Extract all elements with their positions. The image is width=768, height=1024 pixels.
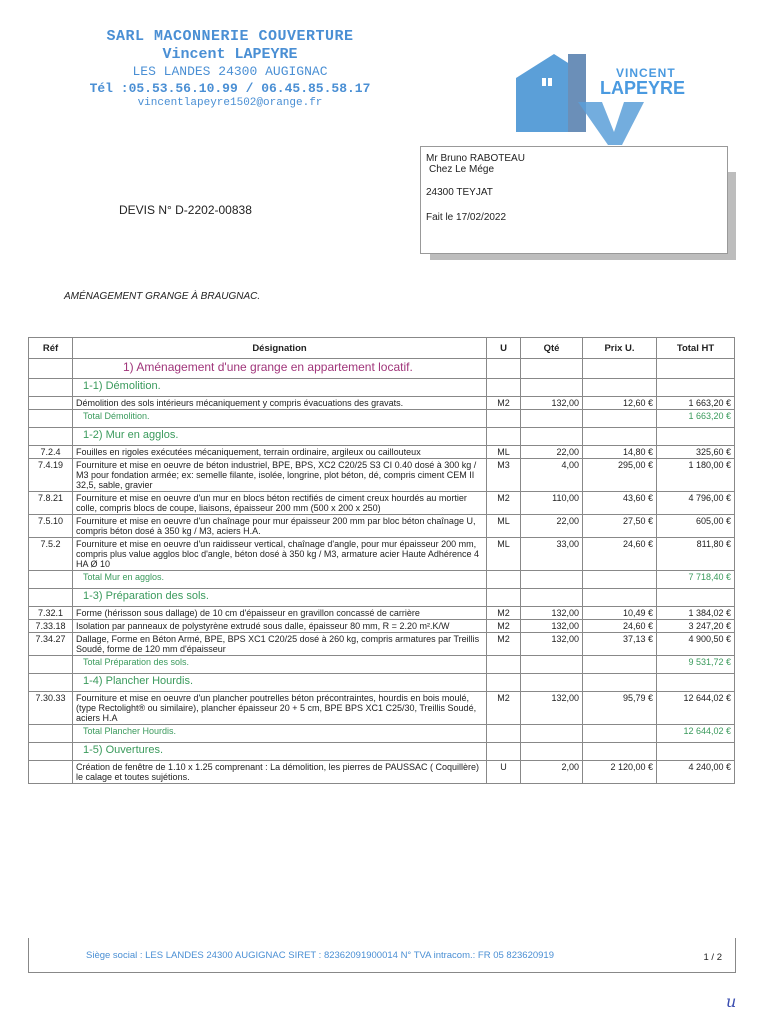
cell-ref: 7.5.10: [29, 515, 73, 538]
cell-qty: 22,00: [521, 446, 583, 459]
cell-ref: 7.4.19: [29, 459, 73, 492]
cell-qty: [521, 410, 583, 428]
cell-qty: [521, 743, 583, 761]
cell-total: 1 180,00 €: [657, 459, 735, 492]
cell-unit-price: [583, 359, 657, 379]
cell-qty: 132,00: [521, 633, 583, 656]
cell-total: 12 644,02 €: [657, 725, 735, 743]
cell-unit-price: 95,79 €: [583, 692, 657, 725]
table-row: [29, 538, 735, 571]
subtotal-label: Total Mur en agglos.: [73, 571, 487, 589]
cell-total: 605,00 €: [657, 515, 735, 538]
devis-number: DEVIS N° D-2202-00838: [119, 203, 252, 217]
cell-ref: [29, 743, 73, 761]
logo-text-vincent: VINCENT: [616, 66, 676, 80]
cell-ref: [29, 379, 73, 397]
cell-unit-price: 24,60 €: [583, 620, 657, 633]
table-row: [29, 607, 735, 620]
cell-designation: Démolition des sols intérieurs mécaniquement y compris évacuations des gravats.: [73, 397, 487, 410]
col-header-total: Total HT: [657, 338, 735, 359]
cell-unit: M2: [487, 692, 521, 725]
cell-unit: [487, 428, 521, 446]
cell-ref: [29, 359, 73, 379]
cell-unit-price: 27,50 €: [583, 515, 657, 538]
subtotal-label: Total Plancher Hourdis.: [73, 725, 487, 743]
subtotal-row: [29, 725, 735, 743]
cell-unit: M2: [487, 620, 521, 633]
cell-unit-price: [583, 674, 657, 692]
cell-unit-price: 295,00 €: [583, 459, 657, 492]
cell-unit-price: [583, 589, 657, 607]
client-name: Mr Bruno RABOTEAU: [426, 153, 525, 164]
cell-ref: 7.32.1: [29, 607, 73, 620]
cell-unit: ML: [487, 538, 521, 571]
cell-total: [657, 589, 735, 607]
cell-total: 4 900,50 €: [657, 633, 735, 656]
cell-total: 325,60 €: [657, 446, 735, 459]
cell-qty: [521, 428, 583, 446]
section-row: [29, 379, 735, 397]
cell-unit-price: [583, 379, 657, 397]
cell-unit-price: [583, 743, 657, 761]
cell-qty: [521, 359, 583, 379]
section-row: [29, 674, 735, 692]
cell-unit: [487, 589, 521, 607]
cell-designation: Fouilles en rigoles exécutées mécaniquement, terrain ordinaire, argileux ou caillouteux: [73, 446, 487, 459]
cell-qty: [521, 656, 583, 674]
col-header-ref: Réf: [29, 338, 73, 359]
company-email: vincentlapeyre1502@orange.fr: [137, 97, 323, 109]
cell-unit-price: 24,60 €: [583, 538, 657, 571]
cell-ref: [29, 410, 73, 428]
cell-qty: [521, 589, 583, 607]
cell-unit: M2: [487, 633, 521, 656]
cell-designation: Forme (hérisson sous dallage) de 10 cm d'épaisseur en gravillon concassé de carrière: [73, 607, 487, 620]
document-date: Fait le 17/02/2022: [426, 212, 507, 223]
company-address: LES LANDES 24300 AUGIGNAC: [132, 64, 328, 79]
cell-total: 4 796,00 €: [657, 492, 735, 515]
page-number: 1 / 2: [703, 952, 722, 963]
cell-total: [657, 428, 735, 446]
cell-unit: [487, 743, 521, 761]
client-address-line: Chez Le Mége: [429, 164, 495, 175]
cell-unit: U: [487, 761, 521, 784]
cell-unit: ML: [487, 515, 521, 538]
col-header-qty: Qté: [521, 338, 583, 359]
table-row: [29, 397, 735, 410]
cell-unit-price: 12,60 €: [583, 397, 657, 410]
cell-unit-price: [583, 656, 657, 674]
cell-total: [657, 379, 735, 397]
col-header-designation: Désignation: [73, 338, 487, 359]
cell-qty: [521, 571, 583, 589]
devis-table: [28, 337, 735, 784]
cell-total: 9 531,72 €: [657, 656, 735, 674]
cell-unit: [487, 410, 521, 428]
cell-ref: [29, 397, 73, 410]
cell-qty: 33,00: [521, 538, 583, 571]
col-header-unit-price: Prix U.: [583, 338, 657, 359]
cell-total: [657, 743, 735, 761]
cell-designation: Fourniture et mise en oeuvre d'un chaînage pour mur épaisseur 200 mm par bloc béton chaînage U, compris béton dosé à 350 kg / M3, aciers H.A.: [73, 515, 487, 538]
company-header: [40, 28, 420, 109]
cell-total: 3 247,20 €: [657, 620, 735, 633]
cell-ref: [29, 656, 73, 674]
cell-qty: 132,00: [521, 397, 583, 410]
subtotal-row: [29, 571, 735, 589]
cell-unit: ML: [487, 446, 521, 459]
cell-qty: 22,00: [521, 515, 583, 538]
cell-ref: [29, 571, 73, 589]
cell-unit: [487, 656, 521, 674]
cell-ref: 7.8.21: [29, 492, 73, 515]
company-phone: Tél :05.53.56.10.99 / 06.45.85.58.17: [89, 81, 371, 96]
cell-qty: 132,00: [521, 620, 583, 633]
cell-unit-price: 2 120,00 €: [583, 761, 657, 784]
cell-designation: Fourniture et mise en oeuvre d'un mur en blocs béton rectifiés de ciment creux hourdés au mortier colle, compris blocs de coupe, liaisons, épaisseur 200 mm (500 x 200 x 250): [73, 492, 487, 515]
cell-ref: 7.2.4: [29, 446, 73, 459]
cell-ref: 7.30.33: [29, 692, 73, 725]
footer-siege: Siège social : LES LANDES 24300 AUGIGNAC SIRET : 82362091900014 N° TVA intracom.: FR 05 823620919: [86, 950, 554, 961]
logo-text-lapeyre: LAPEYRE: [600, 78, 686, 98]
client-city: 24300 TEYJAT: [426, 187, 493, 198]
table-row: [29, 692, 735, 725]
table-row: [29, 446, 735, 459]
cell-ref: [29, 761, 73, 784]
cell-unit-price: [583, 571, 657, 589]
section-row: [29, 589, 735, 607]
client-box: [420, 146, 728, 254]
cell-qty: 132,00: [521, 692, 583, 725]
cell-ref: [29, 589, 73, 607]
cell-designation: Création de fenêtre de 1.10 x 1.25 comprenant : La démolition, les pierres de PAUSSAC ( Coquillère) le calage et toutes sujétions.: [73, 761, 487, 784]
cell-qty: 110,00: [521, 492, 583, 515]
table-row: [29, 633, 735, 656]
cell-designation: Fourniture et mise en oeuvre d'un raidisseur vertical, chaînage d'angle, pour mur épaisseur 200 mm, compris plus value agglos bloc d'angle, béton dosé à 350 kg / M3, armature acier Haute Adhérence 4 HA Ø 10: [73, 538, 487, 571]
cell-total: 7 718,40 €: [657, 571, 735, 589]
section-title: 1-2) Mur en agglos.: [73, 428, 487, 446]
cell-designation: Isolation par panneaux de polystyrène extrudé sous dalle, épaisseur 80 mm, R = 2.20 m².K/W: [73, 620, 487, 633]
cell-qty: [521, 674, 583, 692]
table-row: [29, 761, 735, 784]
table-header-row: [29, 338, 735, 359]
cell-designation: Fourniture et mise en oeuvre d'un plancher poutrelles béton précontraintes, hourdis en bois moulé, (type Rectolight® ou similaire), plancher épaisseur 20 + 5 cm, BPE BPS XC1 C25/30, Treillis Soudé, aciers H.A: [73, 692, 487, 725]
cell-ref: [29, 674, 73, 692]
cell-unit-price: [583, 428, 657, 446]
cell-total: [657, 359, 735, 379]
section-row: [29, 359, 735, 379]
subtotal-row: [29, 656, 735, 674]
cell-total: 811,80 €: [657, 538, 735, 571]
subtotal-label: Total Préparation des sols.: [73, 656, 487, 674]
cell-unit: [487, 725, 521, 743]
cell-qty: [521, 379, 583, 397]
cell-total: 1 663,20 €: [657, 410, 735, 428]
signature-initial: u: [726, 992, 737, 1011]
cell-qty: 2,00: [521, 761, 583, 784]
cell-qty: [521, 725, 583, 743]
cell-total: 4 240,00 €: [657, 761, 735, 784]
col-header-unit: U: [487, 338, 521, 359]
company-name: SARL MACONNERIE COUVERTURE: [106, 28, 354, 45]
cell-unit: M2: [487, 397, 521, 410]
cell-unit: [487, 359, 521, 379]
cell-unit-price: 14,80 €: [583, 446, 657, 459]
table-row: [29, 459, 735, 492]
cell-qty: 132,00: [521, 607, 583, 620]
cell-unit: M3: [487, 459, 521, 492]
table-row: [29, 515, 735, 538]
company-owner: Vincent LAPEYRE: [162, 46, 298, 63]
table-body: [29, 359, 735, 784]
cell-total: 1 384,02 €: [657, 607, 735, 620]
cell-unit: [487, 379, 521, 397]
table-row: [29, 620, 735, 633]
section-title: 1-5) Ouvertures.: [73, 743, 487, 761]
subtotal-row: [29, 410, 735, 428]
cell-ref: 7.5.2: [29, 538, 73, 571]
table-row: [29, 492, 735, 515]
subtotal-label: Total Démolition.: [73, 410, 487, 428]
cell-unit-price: 43,60 €: [583, 492, 657, 515]
cell-ref: 7.34.27: [29, 633, 73, 656]
section-title: 1-3) Préparation des sols.: [73, 589, 487, 607]
cell-unit-price: 37,13 €: [583, 633, 657, 656]
section-row: [29, 743, 735, 761]
section-title: 1-1) Démolition.: [73, 379, 487, 397]
cell-total: [657, 674, 735, 692]
cell-ref: [29, 725, 73, 743]
cell-total: 1 663,20 €: [657, 397, 735, 410]
cell-qty: 4,00: [521, 459, 583, 492]
cell-unit: M2: [487, 492, 521, 515]
section-title: 1) Aménagement d'une grange en appartement locatif.: [73, 359, 487, 379]
cell-unit-price: [583, 725, 657, 743]
cell-ref: [29, 428, 73, 446]
cell-total: 12 644,02 €: [657, 692, 735, 725]
cell-unit: [487, 571, 521, 589]
cell-designation: Dallage, Forme en Béton Armé, BPE, BPS XC1 C20/25 dosé à 260 kg, compris armatures par Treillis Soudé, forme de 120 mm d'épaisseur: [73, 633, 487, 656]
cell-unit-price: 10,49 €: [583, 607, 657, 620]
section-row: [29, 428, 735, 446]
cell-unit: [487, 674, 521, 692]
cell-unit-price: [583, 410, 657, 428]
section-title: 1-4) Plancher Hourdis.: [73, 674, 487, 692]
cell-designation: Fourniture et mise en oeuvre de béton industriel, BPE, BPS, XC2 C20/25 S3 CI 0.40 dosé à 300 kg / M3 pour fondation armée; ex: semelle filante, isolée, longrine, plot béton, dé, compris ciment CEM II 32,5, sable, gravier: [73, 459, 487, 492]
cell-unit: M2: [487, 607, 521, 620]
cell-ref: 7.33.18: [29, 620, 73, 633]
devis-subject: AMÉNAGEMENT GRANGE À BRAUGNAC.: [64, 291, 261, 302]
